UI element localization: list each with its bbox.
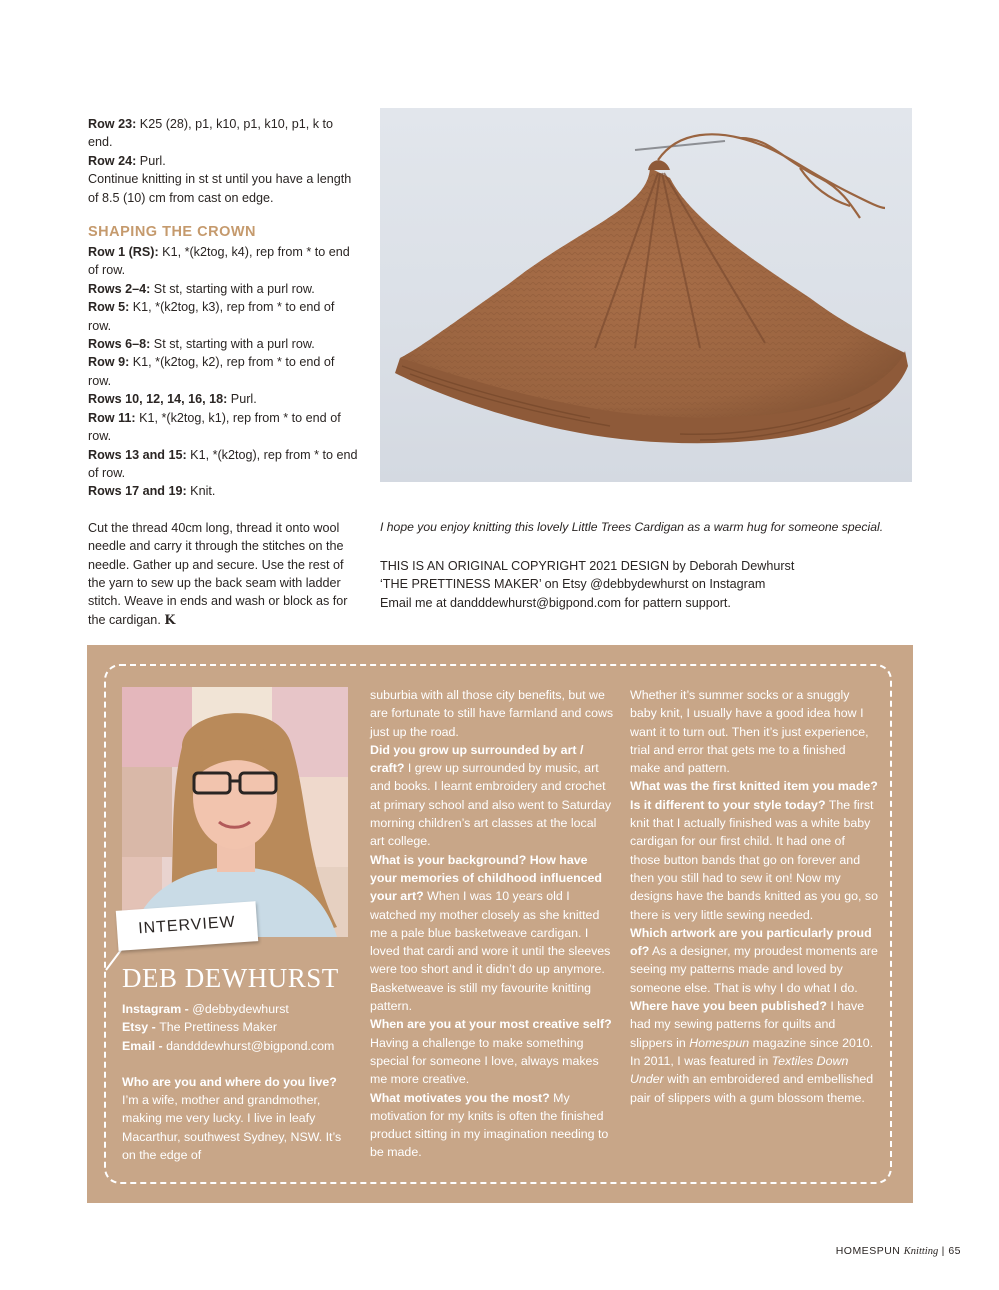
crown-row xyxy=(88,446,360,483)
row-label: Rows 2–4: xyxy=(88,281,151,296)
copyright-line: THIS IS AN ORIGINAL COPYRIGHT 2021 DESIGN by Deborah Dewhurst xyxy=(380,559,795,573)
contact-value: dandddewhurst@bigpond.com xyxy=(166,1038,335,1053)
row-text: K1, *(k2tog, k2), rep from * to end of row. xyxy=(88,355,335,388)
contact-label: Email - xyxy=(122,1038,167,1053)
question: What is your background? How have your memories of childhood influenced your art? xyxy=(370,852,603,904)
crown-heading: SHAPING THE CROWN xyxy=(88,224,256,241)
contact-value: The Prettiness Maker xyxy=(159,1020,277,1035)
row-text: St st, starting with a purl row. xyxy=(150,281,315,296)
row-label: Row 5: xyxy=(88,300,130,315)
answer: Having a challenge to make something special for someone I love, always makes me more creative. xyxy=(370,1035,599,1087)
question: Which artwork are you particularly proud of? xyxy=(630,925,872,959)
hat-top-nub xyxy=(648,160,670,170)
contact-etsy xyxy=(122,1018,354,1036)
qa-block xyxy=(370,851,614,1016)
copyright-notice xyxy=(380,557,920,612)
contact-label: Instagram - xyxy=(122,1002,193,1016)
qa-block xyxy=(370,741,614,851)
contact-instagram xyxy=(122,1000,354,1018)
spacer xyxy=(122,1055,354,1073)
designer-portrait xyxy=(122,687,348,937)
copyright-line: ‘THE PRETTINESS MAKER’ on Etsy @debbydewhurst on Instagram xyxy=(380,577,766,592)
row-text: K1, *(k2tog), rep from * to end of row. xyxy=(88,447,358,480)
portrait-illustration xyxy=(122,687,348,937)
magazine-title: Homespun xyxy=(689,1035,750,1050)
crown-row xyxy=(88,280,360,298)
answer: My motivation for my knits is often the finished product sitting in my imagination needing to be made. xyxy=(370,1090,609,1160)
row-text: K1, *(k2tog, k1), rep from * to end of row. xyxy=(88,410,341,444)
row-label: Rows 10, 12, 14, 16, 18: xyxy=(88,392,228,407)
row-text: St st, starting with a purl row. xyxy=(150,337,315,352)
qa-block xyxy=(122,1073,354,1164)
question: Where have you been published? xyxy=(630,999,827,1014)
row-text: K25 (28), p1, k10, p1, k10, p1, k to end. xyxy=(88,117,334,150)
contact-label: Etsy - xyxy=(122,1020,160,1035)
pattern-row-23 xyxy=(88,115,360,152)
spacer xyxy=(88,501,360,519)
question: When are you at your most creative self? xyxy=(370,1017,612,1032)
qa-block xyxy=(630,997,878,1107)
row-text: Purl. xyxy=(136,153,166,168)
row-text: Knit. xyxy=(186,484,216,499)
row-text: Purl. xyxy=(227,392,257,407)
photo-caption: I hope you enjoy knitting this lovely Little Trees Cardigan as a warm hug for someone special. xyxy=(380,520,884,534)
answer: The first knit that I actually finished was a white baby cardigan for our first child. It had one of those button bands that go on forever and then you still had to sew it on! Now my designs have the bands knitted as you go, so there is very little sewing needed. xyxy=(630,797,878,922)
contact-value: @debbydewhurst xyxy=(192,1002,289,1016)
answer: I grew up surrounded by music, art and books. I learnt embroidery and crochet at primary school and also went to Saturday morning children’s art classes at the local art college. xyxy=(370,761,612,849)
continue-instruction: Continue knitting in st st until you have a length of 8.5 (10) cm from cast on edge. xyxy=(88,172,352,205)
row-text: K1, *(k2tog, k3), rep from * to end of row. xyxy=(88,300,335,333)
crown-row xyxy=(88,353,360,390)
interview-column-3 xyxy=(630,686,878,1107)
yarn-tail xyxy=(658,134,885,218)
qa-block xyxy=(630,777,878,923)
answer: When I was 10 years old I watched my mother closely as she knitted me a pale blue basketweave cardigan. I loved that cardi and wore it until the sleeves were too short and it didn’t do up anymore. Basketweave is still my favourite knitting pattern. xyxy=(370,889,611,1014)
row-label: Row 9: xyxy=(88,355,130,370)
row-label: Row 11: xyxy=(88,410,136,425)
answer: As a designer, my proudest moments are seeing my patterns made and loved by someone else. That is why I do what I do. xyxy=(630,944,878,995)
needle-icon xyxy=(635,141,725,150)
qa-block xyxy=(370,1015,614,1088)
row-label: Rows 17 and 19: xyxy=(88,484,187,499)
interviewee-name: DEB DEWHURST xyxy=(122,963,339,993)
answer-continued: suburbia with all those city benefits, but we are fortunate to still have farmland and cows just up the road. xyxy=(370,688,614,739)
question: What motivates you the most? xyxy=(370,1090,550,1105)
row-label: Row 1 (RS): xyxy=(88,245,159,260)
finishing-text: Cut the thread 40cm long, thread it onto wool needle and carry it through the stitches on the needle. Gather up and secure. Use the rest of the yarn to sew up the back seam with ladder stitch. Weave in ends and wash or block as for the cardigan. xyxy=(88,520,348,627)
copyright-line: Email me at dandddewhurst@bigpond.com for pattern support. xyxy=(380,595,731,610)
crown-row xyxy=(88,335,360,353)
folio-separator: | xyxy=(941,1245,945,1257)
answer: I have had my sewing patterns for quilts and slippers in xyxy=(630,999,865,1050)
crown-row xyxy=(88,409,360,446)
question: Who are you and where do you live? xyxy=(122,1074,337,1089)
folio-section: Knitting xyxy=(903,1246,939,1257)
page-number: 65 xyxy=(948,1245,961,1257)
row-label: Row 24: xyxy=(88,153,137,168)
hat-illustration xyxy=(380,108,912,482)
row-label: Rows 6–8: xyxy=(88,337,151,352)
crown-row xyxy=(88,482,360,500)
page-folio xyxy=(836,1245,961,1257)
interview-tag-label: INTERVIEW xyxy=(137,913,237,938)
row-text: K1, *(k2tog, k4), rep from * to end of row. xyxy=(88,245,350,278)
interview-column-2 xyxy=(370,686,614,1162)
interview-column-1 xyxy=(122,1000,354,1164)
pattern-row-24 xyxy=(88,152,360,170)
crown-row xyxy=(88,243,360,280)
crown-row xyxy=(88,298,360,335)
qa-block xyxy=(370,1089,614,1162)
magazine-title: Textiles Down Under xyxy=(630,1053,849,1087)
crown-row xyxy=(88,390,360,408)
qa-block xyxy=(630,924,878,997)
end-mark: K xyxy=(164,611,176,627)
question: Did you grow up surrounded by art / craft? xyxy=(370,742,584,776)
knitted-hat-photo xyxy=(380,108,912,482)
folio-brand: HOMESPUN xyxy=(835,1245,901,1257)
answer-continued: Whether it’s summer socks or a snuggly baby knit, I usually have a good idea how I want it to turn out. Then it’s just experience, trial and error that gets me to a finished make and pattern. xyxy=(630,688,869,776)
answer: magazine since 2010. In 2011, I was featured in xyxy=(630,1035,874,1068)
finishing-instruction xyxy=(88,519,360,629)
contact-email xyxy=(122,1037,354,1055)
answer: I’m a wife, mother and grandmother, making me very lucky. I live in leafy Macarthur, southwest Sydney, NSW. It’s on the edge of xyxy=(122,1093,342,1163)
answer: with an embroidered and embellished pair of slippers with a gum blossom theme. xyxy=(630,1072,874,1105)
row-label: Rows 13 and 15: xyxy=(88,447,187,462)
row-label: Row 23: xyxy=(88,117,137,131)
question: What was the first knitted item you made? Is it different to your style today? xyxy=(630,779,878,812)
pattern-instructions xyxy=(88,115,360,629)
